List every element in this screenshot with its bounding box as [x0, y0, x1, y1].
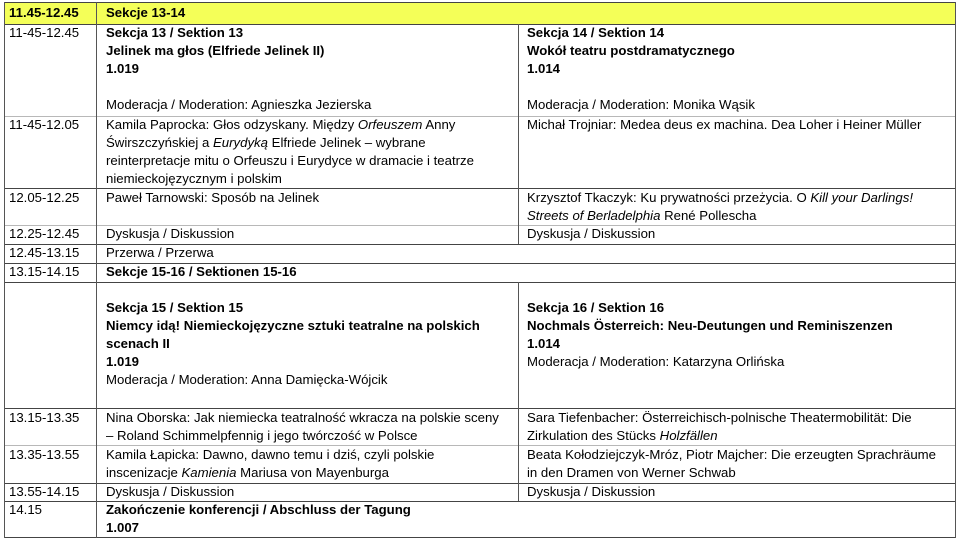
talk-kolodziejczyk-line2: in den Dramen von Werner Schwab	[527, 465, 736, 480]
talk-text: Anny	[422, 117, 456, 132]
talk-time: 13.15-13.35	[9, 410, 80, 425]
talk-paprocka	[106, 116, 455, 135]
section-13-room: 1.019	[106, 61, 140, 76]
closing-title: Zakończenie konferencji / Abschluss der Tagung	[106, 502, 411, 517]
talk-text: Kamila Paprocka: Głos odzyskany. Między	[106, 117, 358, 132]
row-rule	[4, 282, 955, 283]
talk-italic: Eurydyką	[213, 135, 268, 150]
talk-text: René Pollescha	[660, 208, 757, 223]
discussion-right: Dyskusja / Diskussion	[527, 484, 656, 499]
section-16-subtitle: Nochmals Österreich: Neu-Deutungen und Reminiszenzen	[527, 318, 893, 333]
session-time: 13.15-14.15	[9, 264, 80, 279]
talk-lapicka: Kamila Łapicka: Dawno, dawno temu i dziś, czyli polskie	[106, 447, 435, 462]
talk-time: 13.35-13.55	[9, 447, 80, 462]
section-14-moderation: Moderacja / Moderation: Monika Wąsik	[527, 97, 755, 112]
talk-tkaczyk-line2	[527, 207, 756, 226]
talk-italic: Orfeuszem	[357, 117, 423, 132]
section-15-title: Sekcja 15 / Sektion 15	[106, 300, 244, 315]
talk-oborska: Nina Oborska: Jak niemiecka teatralność wkracza na polskie sceny	[106, 410, 499, 425]
discussion-left: Dyskusja / Diskussion	[106, 226, 235, 241]
session-time: 11-45-12.45	[9, 25, 80, 40]
talk-paprocka-line3: reinterpretacje mitu o Orfeuszu i Eurydyce w dramacie i teatrze	[106, 153, 474, 168]
discussion-left: Dyskusja / Diskussion	[106, 484, 235, 499]
row-rule	[4, 537, 955, 538]
section-16-room: 1.014	[527, 336, 561, 351]
column-rule	[518, 282, 519, 501]
talk-text: Mariusa von Mayenburga	[236, 465, 389, 480]
talk-tiefenbacher: Sara Tiefenbacher: Österreichisch-polnische Theatermobilität: Die	[527, 410, 912, 425]
talk-text: Krzysztof Tkaczyk: Ku prywatności przeżycia. O	[527, 190, 811, 205]
section-15-room: 1.019	[106, 354, 140, 369]
talk-oborska-line2: – Roland Schimmelpfennig i jego twórczość w Polsce	[106, 428, 418, 443]
talk-text: Świrszczyńskiej a	[106, 135, 213, 150]
talk-tarnowski: Paweł Tarnowski: Sposób na Jelinek	[106, 190, 320, 205]
talk-tkaczyk	[527, 189, 913, 208]
row-rule	[4, 2, 955, 3]
header-time: 11.45-12.45	[9, 5, 79, 20]
column-rule	[96, 2, 97, 538]
talk-paprocka-line2	[106, 134, 426, 153]
talk-italic: Holzfällen	[659, 428, 718, 443]
section-14-subtitle: Wokół teatru postdramatycznego	[527, 43, 735, 58]
talk-text: Elfriede Jelinek – wybrane	[267, 135, 426, 150]
talk-time: 13.55-14.15	[9, 484, 80, 499]
section-13-subtitle: Jelinek ma głos (Elfriede Jelinek II)	[106, 43, 325, 58]
talk-italic: Kamienia	[181, 465, 237, 480]
talk-text: inscenizacje	[106, 465, 182, 480]
sessions-15-16-title: Sekcje 15-16 / Sektionen 15-16	[106, 264, 297, 279]
closing-room: 1.007	[106, 520, 140, 535]
section-15-subtitle: Niemcy idą! Niemieckojęzyczne sztuki teatralne na polskich	[106, 318, 480, 333]
break-label: Przerwa / Przerwa	[106, 245, 214, 260]
section-14-title: Sekcja 14 / Sektion 14	[527, 25, 665, 40]
discussion-right: Dyskusja / Diskussion	[527, 226, 656, 241]
section-15-subtitle-line2: scenach II	[106, 336, 170, 351]
section-16-title: Sekcja 16 / Sektion 16	[527, 300, 665, 315]
talk-text: Zirkulation des Stücks	[527, 428, 660, 443]
column-rule	[4, 2, 5, 538]
section-13-moderation: Moderacja / Moderation: Agnieszka Jezierska	[106, 97, 372, 112]
talk-tiefenbacher-line2	[527, 427, 718, 446]
section-16-moderation: Moderacja / Moderation: Katarzyna Orlińska	[527, 354, 785, 369]
talk-paprocka-line4: niemieckojęzycznym i polskim	[106, 171, 282, 186]
talk-time: 12.05-12.25	[9, 190, 80, 205]
talk-kolodziejczyk: Beata Kołodziejczyk-Mróz, Piotr Majcher: Die erzeugten Sprachräume	[527, 447, 936, 462]
talk-time: 12.25-12.45	[9, 226, 80, 241]
header-title: Sekcje 13-14	[106, 5, 186, 20]
section-14-room: 1.014	[527, 61, 561, 76]
closing-time: 14.15	[9, 502, 43, 517]
talk-italic: Streets of Berladelphia	[527, 208, 661, 223]
talk-italic: Kill your Darlings!	[810, 190, 913, 205]
talk-trojniar: Michał Trojniar: Medea deus ex machina. Dea Loher i Heiner Müller	[527, 117, 922, 132]
column-rule	[955, 2, 956, 538]
talk-time: 11-45-12.05	[9, 117, 80, 132]
talk-lapicka-line2	[106, 464, 389, 483]
section-13-title: Sekcja 13 / Sektion 13	[106, 25, 244, 40]
talk-time: 12.45-13.15	[9, 245, 80, 260]
section-15-moderation: Moderacja / Moderation: Anna Damięcka-Wójcik	[106, 372, 388, 387]
column-rule	[518, 24, 519, 244]
